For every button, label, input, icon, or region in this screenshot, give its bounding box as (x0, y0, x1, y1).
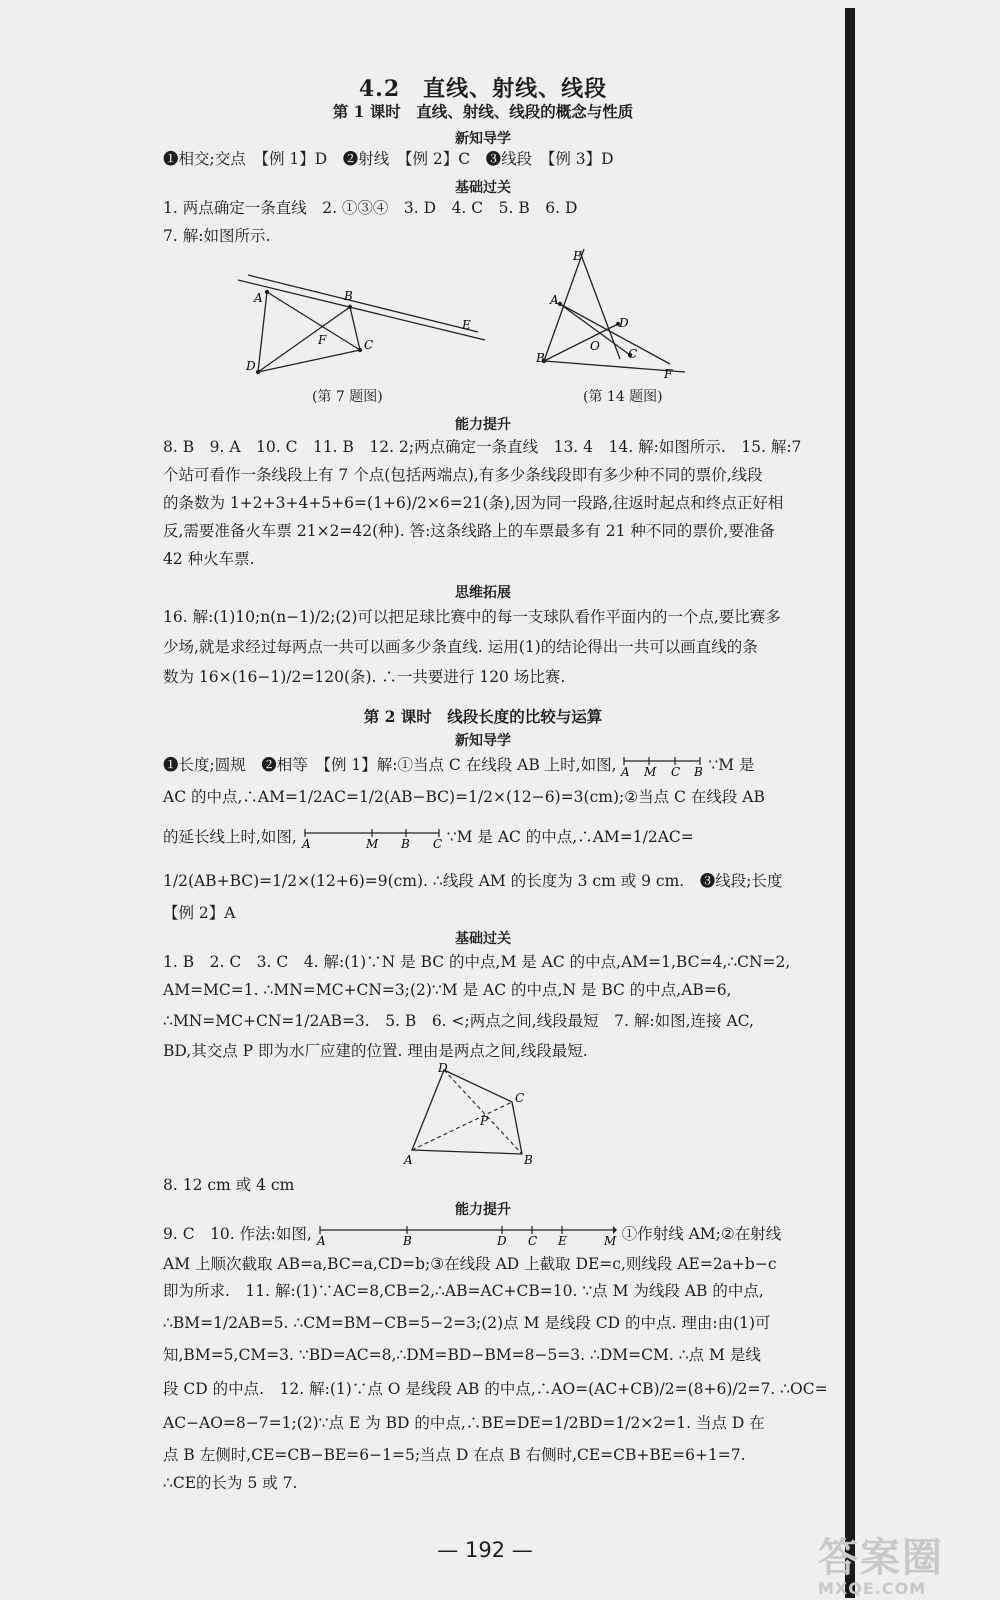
ray-label-e: E (557, 1234, 567, 1248)
seg2-label-b: B (400, 837, 410, 851)
quad-label-d: D (438, 1061, 448, 1075)
fig14-label-b: B (536, 351, 545, 365)
fig7-label-a: A (254, 291, 263, 305)
fig7-caption: (第 7 题图) (312, 389, 383, 405)
ray-label-m: M (603, 1234, 617, 1248)
quad-label-p: P (480, 1114, 489, 1128)
lesson2-title: 第 2 课时 线段长度的比较与运算 (363, 707, 603, 726)
fig14-label-f: F (664, 367, 673, 381)
lesson2-improve-line-7: AC−AO=8−7=1;(2)∵点 E 为 BD 的中点,∴BE=DE=1/2BD=1/2×2=1. 当点 D 在 (163, 1414, 765, 1432)
segment-figure-2 (302, 827, 442, 849)
fig14-label-c: C (628, 347, 638, 361)
lesson2-improve-line-4: ∴BM=1/2AB=5. ∴CM=BM−CB=5−2=3;(2)点 M 是线段 CD 的中点. 理由:由(1)可 (163, 1314, 771, 1332)
lesson1-improve-line-1: 8. B 9. A 10. C 11. B 12. 2;两点确定一条直线 13. 4 14. 解:如图所示. 15. 解:7 (163, 438, 802, 456)
lesson2-new-line-5: 【例 2】A (163, 904, 236, 922)
lesson2-basic-line-2: AM=MC=1. ∴MN=MC+CN=3;(2)∵M 是 AC 的中点,N 是 BC 的中点,AB=6, (163, 981, 732, 999)
lesson1-improve-line-3: 的条数为 1+2+3+4+5+6=(1+6)/2×6=21(条),因为同一段路,往返时起点和终点正好相 (163, 494, 784, 512)
ray-figure (317, 1223, 617, 1247)
lesson1-basic-line-1: 1. 两点确定一条直线 2. ①③④ 3. D 4. C 5. B 6. D (163, 199, 578, 217)
section-title: 4.2 直线、射线、线段 (358, 76, 608, 102)
lesson2-new-line-2: AC 的中点,∴AM=1/2AC=1/2(AB−BC)=1/2×(12−6)=3(cm);②当点 C 在线段 AB (163, 788, 765, 806)
lesson1-new-answers: ❶相交;交点 【例 1】D ❷射线 【例 2】C ❸线段 【例 3】D (163, 150, 614, 168)
figure-quadrilateral (402, 1062, 542, 1172)
lesson1-basic-line-2: 7. 解:如图所示. (163, 227, 271, 245)
seg1-label-m: M (644, 765, 657, 779)
fig14-label-e: E (573, 249, 582, 263)
lesson2-improve-line-2: AM 上顺次截取 AB=a,BC=a,CD=b;③在线段 AD 上截取 DE=c,则线段 AE=2a+b−c (163, 1255, 777, 1273)
fig7-label-c: C (364, 338, 374, 352)
fig14-label-o: O (590, 339, 600, 353)
lesson1-improve-line-4: 反,需要准备火车票 21×2=42(种). 答:这条线路上的车票最多有 21 种不同的票价,要准备 (163, 522, 775, 540)
watermark-title: 答案圈 (818, 1535, 944, 1581)
ray-label-c: C (527, 1234, 537, 1248)
watermark-url: MXQE.COM (818, 1579, 927, 1598)
lesson2-basic-line-4: BD,其交点 P 即为水厂应建的位置. 理由是两点之间,线段最短. (163, 1042, 588, 1060)
lesson2-new-heading: 新知导学 (455, 733, 511, 749)
lesson1-basic-heading: 基础过关 (455, 180, 511, 196)
lesson1-expand-heading: 思维拓展 (455, 585, 511, 601)
lesson1-improve-line-5: 42 种火车票. (163, 550, 255, 568)
fig14-label-a: A (550, 293, 559, 307)
quad-label-a: A (404, 1153, 413, 1167)
lesson2-new-line-1-tail: ∵M 是 (708, 756, 755, 774)
seg1-label-b: B (694, 765, 704, 779)
lesson2-new-line-1-text: ❶长度;圆规 ❷相等 【例 1】解:①当点 C 在线段 AB 上时,如图, (163, 756, 617, 774)
ray-label-a: A (316, 1234, 326, 1248)
page-number: — 192 — (437, 1538, 533, 1562)
watermark-logo (818, 1526, 993, 1598)
lesson2-basic-line-1: 1. B 2. C 3. C 4. 解:(1)∵N 是 BC 的中点,M 是 AC 的中点,AM=1,BC=4,∴CN=2, (163, 953, 791, 971)
ray-label-d: D (496, 1234, 507, 1248)
lesson1-expand-line-3: 数为 16×(16−1)/2=120(条). ∴一共要进行 120 场比赛. (163, 668, 566, 686)
lesson1-new-heading: 新知导学 (455, 131, 511, 147)
ray-label-b: B (402, 1234, 412, 1248)
figure-14 (536, 244, 700, 384)
seg1-label-a: A (621, 765, 631, 779)
lesson2-improve-line-1-tail: ①作射线 AM;②在射线 (621, 1225, 782, 1243)
lesson1-improve-heading: 能力提升 (455, 417, 511, 433)
lesson1-expand-line-1: 16. 解:(1)10;n(n−1)/2;(2)可以把足球比赛中的每一支球队看作平面内的一个点,要比赛多 (163, 608, 781, 626)
lesson2-improve-line-6: 段 CD 的中点. 12. 解:(1)∵点 O 是线段 AB 的中点,∴AO=(AC+CB)/2=(8+6)/2=7. ∴OC= (163, 1380, 828, 1398)
fig14-label-d: D (619, 316, 629, 330)
lesson1-improve-line-2: 个站可看作一条线段上有 7 个点(包括两端点),有多少条线段即有多少种不同的票价,线段 (163, 466, 763, 484)
lesson2-basic-line-5: 8. 12 cm 或 4 cm (163, 1176, 295, 1194)
seg2-label-a: A (301, 837, 311, 851)
lesson2-improve-line-5: 知,BM=5,CM=3. ∵BD=AC=8,∴DM=BD−BM=8−5=3. ∴DM=CM. ∴点 M 是线 (163, 1346, 761, 1364)
lesson2-improve-line-3: 即为所求. 11. 解:(1)∵AC=8,CB=2,∴AB=AC+CB=10. ∵点 M 为线段 AB 的中点, (163, 1282, 764, 1300)
lesson1-expand-line-2: 少场,就是求经过每两点一共可以画多少条直线. 运用(1)的结论得出一共可以画直线的条 (163, 638, 758, 656)
fig14-caption: (第 14 题图) (583, 389, 663, 405)
lesson2-new-line-1 (163, 754, 803, 777)
lesson2-improve-line-9: ∴CE的长为 5 或 7. (163, 1474, 298, 1492)
segment-figure-1 (621, 755, 703, 777)
lesson2-basic-line-3: ∴MN=MC+CN=1/2AB=3. 5. B 6. <;两点之间,线段最短 7. 解:如图,连接 AC, (163, 1012, 754, 1030)
lesson2-new-line-3 (163, 826, 803, 849)
lesson1-title: 第 1 课时 直线、射线、线段的概念与性质 (332, 102, 634, 121)
lesson2-improve-heading: 能力提升 (455, 1202, 511, 1218)
page-edge-shadow (845, 8, 855, 1598)
fig7-label-d: D (246, 359, 256, 373)
quad-label-c: C (515, 1091, 525, 1105)
lesson2-new-line-3-tail: ∵M 是 AC 的中点,∴AM=1/2AC= (446, 828, 694, 846)
lesson2-new-line-3-text: 的延长线上时,如图, (163, 828, 297, 846)
seg2-label-c: C (432, 837, 442, 851)
figure-7 (230, 270, 500, 385)
fig7-label-f: F (318, 333, 327, 347)
seg2-label-m: M (365, 837, 379, 851)
lesson2-improve-line-1-text: 9. C 10. 作法:如图, (163, 1225, 312, 1243)
quad-label-b: B (524, 1153, 533, 1167)
lesson2-improve-line-8: 点 B 左侧时,CE=CB−BE=6−1=5;当点 D 在点 B 右侧时,CE=CB+BE=6+1=7. (163, 1446, 746, 1464)
lesson2-basic-heading: 基础过关 (455, 931, 511, 947)
seg1-label-c: C (671, 765, 681, 779)
lesson2-improve-line-1 (163, 1223, 803, 1247)
fig7-label-b: B (344, 289, 353, 303)
fig7-label-e: E (462, 318, 471, 332)
lesson2-new-line-4: 1/2(AB+BC)=1/2×(12+6)=9(cm). ∴线段 AM 的长度为 3 cm 或 9 cm. ❸线段;长度 (163, 872, 783, 890)
